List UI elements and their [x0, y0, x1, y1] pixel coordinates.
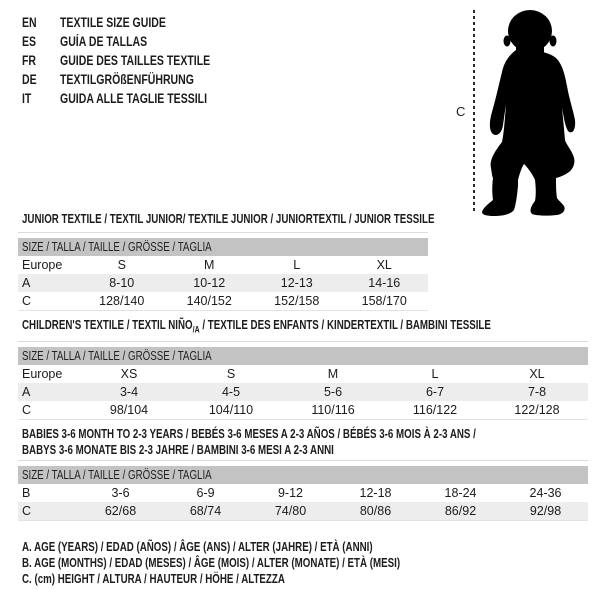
table-row-height — [18, 502, 588, 520]
table-row-age-months — [18, 484, 588, 502]
table-row-height — [18, 401, 588, 419]
table-cell: 3-4 — [119, 385, 139, 399]
height-label-c: C — [456, 104, 466, 119]
children-size-table — [18, 341, 588, 420]
language-code: ES — [22, 34, 37, 49]
language-title: GUIDE DES TAILLES TEXTILE — [60, 53, 211, 68]
section-heading-children: CHILDREN'S TEXTILE / TEXTIL $NIÑO_{/A}$ / TEXTILE DES ENFANTS / KINDERTEXTIL / BAMBINI TESSILE — [22, 318, 491, 335]
table-cell: 6-7 — [425, 385, 445, 399]
table-cell: 9-12 — [277, 486, 304, 500]
table-row-height — [18, 292, 428, 310]
table-cell: 122/128 — [514, 403, 560, 417]
height-dotted-line — [473, 10, 475, 212]
table-cell: 4-5 — [221, 385, 241, 399]
junior-size-table — [18, 232, 428, 311]
table-cell: 14-16 — [368, 276, 401, 290]
table-cell: 98/104 — [109, 403, 149, 417]
table-top-rule — [18, 232, 428, 233]
footnote-age-years: A. AGE (YEARS) / EDAD (AÑOS) / ÂGE (ANS) / ALTER (JAHRE) / ETÀ (ANNI) — [22, 540, 373, 554]
language-row-de — [22, 70, 253, 89]
row-label: C — [22, 403, 32, 417]
table-size-header: SIZE / TALLA / TAILLE / GRÖSSE / TAGLIA — [18, 347, 588, 365]
table-cell: 128/140 — [99, 294, 145, 308]
table-cell: 104/110 — [208, 403, 254, 417]
table-size-header: SIZE / TALLA / TAILLE / GRÖSSE / TAGLIA — [18, 238, 428, 256]
table-cell: 116/122 — [412, 403, 458, 417]
footnotes — [22, 539, 507, 587]
table-cell: 152/158 — [274, 294, 320, 308]
table-row-europe — [18, 365, 588, 383]
table-cell: 6-9 — [196, 486, 215, 500]
language-code: EN — [22, 15, 37, 30]
table-cell: 140/152 — [186, 294, 232, 308]
language-title: GUIDA ALLE TAGLIE TESSILI — [60, 91, 208, 106]
row-label: Europe — [22, 367, 63, 381]
table-cell: 86/92 — [444, 504, 477, 518]
table-cell: 24-36 — [529, 486, 562, 500]
row-label: C — [22, 294, 32, 308]
row-label: A — [22, 276, 31, 290]
table-cell: L — [431, 367, 439, 381]
table-cell: 7-8 — [527, 385, 547, 399]
table-row-europe — [18, 256, 428, 274]
table-cell: 92/98 — [529, 504, 562, 518]
table-cell: XL — [376, 258, 392, 272]
table-cell: M — [327, 367, 339, 381]
row-label: Europe — [22, 258, 63, 272]
table-cell: 12-13 — [280, 276, 313, 290]
language-row-fr — [22, 51, 253, 70]
footnote-height: C. (cm) HEIGHT / ALTURA / HAUTEUR / HÖHE / ALTEZZA — [22, 572, 285, 586]
table-cell: 68/74 — [189, 504, 222, 518]
table-cell: 74/80 — [274, 504, 307, 518]
table-cell: M — [204, 258, 215, 272]
table-cell: 18-24 — [444, 486, 477, 500]
footnote-age-months: B. AGE (MONTHS) / EDAD (MESES) / ÂGE (MOIS) / ALTER (MONATE) / ETÀ (MESI) — [22, 556, 401, 570]
language-row-en — [22, 13, 253, 32]
table-cell: 8-10 — [109, 276, 135, 290]
table-size-header: SIZE / TALLA / TAILLE / GRÖSSE / TAGLIA — [18, 466, 588, 484]
table-cell: 12-18 — [359, 486, 392, 500]
babies-size-table — [18, 460, 588, 521]
language-code: DE — [22, 72, 37, 87]
table-cell: S — [226, 367, 236, 381]
table-row-age-years — [18, 383, 588, 401]
row-label: A — [22, 385, 31, 399]
table-cell: XL — [529, 367, 545, 381]
table-cell: 62/68 — [104, 504, 137, 518]
section-heading-babies: BABIES 3-6 MONTH TO 2-3 YEARS / BEBÉS 3-6 MESES A 2-3 AÑOS / BÉBÉS 3-6 MOIS À 2-3 ANS / BABYS 3-6 MONATE BIS 2-3 JAHRE / BAMBINI 3-6 MESI A 2-3 ANNI — [22, 427, 476, 457]
table-cell: 3-6 — [111, 486, 130, 500]
language-row-es — [22, 32, 253, 51]
table-cell: 10-12 — [193, 276, 226, 290]
table-top-rule — [18, 341, 588, 342]
language-title: TEXTILE SIZE GUIDE — [60, 15, 166, 30]
language-code: IT — [22, 91, 32, 106]
row-label: C — [22, 504, 32, 518]
language-list — [22, 13, 253, 108]
heading-subscript: /A — [192, 324, 200, 335]
language-code: FR — [22, 53, 37, 68]
table-cell: S — [117, 258, 126, 272]
language-row-it — [22, 89, 253, 108]
language-title: GUÍA DE TALLAS — [60, 34, 148, 49]
table-cell: 5-6 — [323, 385, 343, 399]
table-cell: 110/116 — [311, 403, 355, 417]
table-row-age-years — [18, 274, 428, 292]
row-label: B — [22, 486, 31, 500]
table-cell: XS — [120, 367, 138, 381]
table-cell: L — [293, 258, 301, 272]
table-cell: 80/86 — [359, 504, 392, 518]
table-top-rule — [18, 460, 588, 461]
baby-silhouette-icon — [480, 8, 592, 218]
table-cell: 158/170 — [361, 294, 407, 308]
section-heading-junior: JUNIOR TEXTILE / TEXTIL JUNIOR/ TEXTILE JUNIOR / JUNIORTEXTIL / JUNIOR TESSILE — [22, 212, 435, 226]
language-title: TEXTILGRÖßENFÜHRUNG — [60, 72, 194, 87]
